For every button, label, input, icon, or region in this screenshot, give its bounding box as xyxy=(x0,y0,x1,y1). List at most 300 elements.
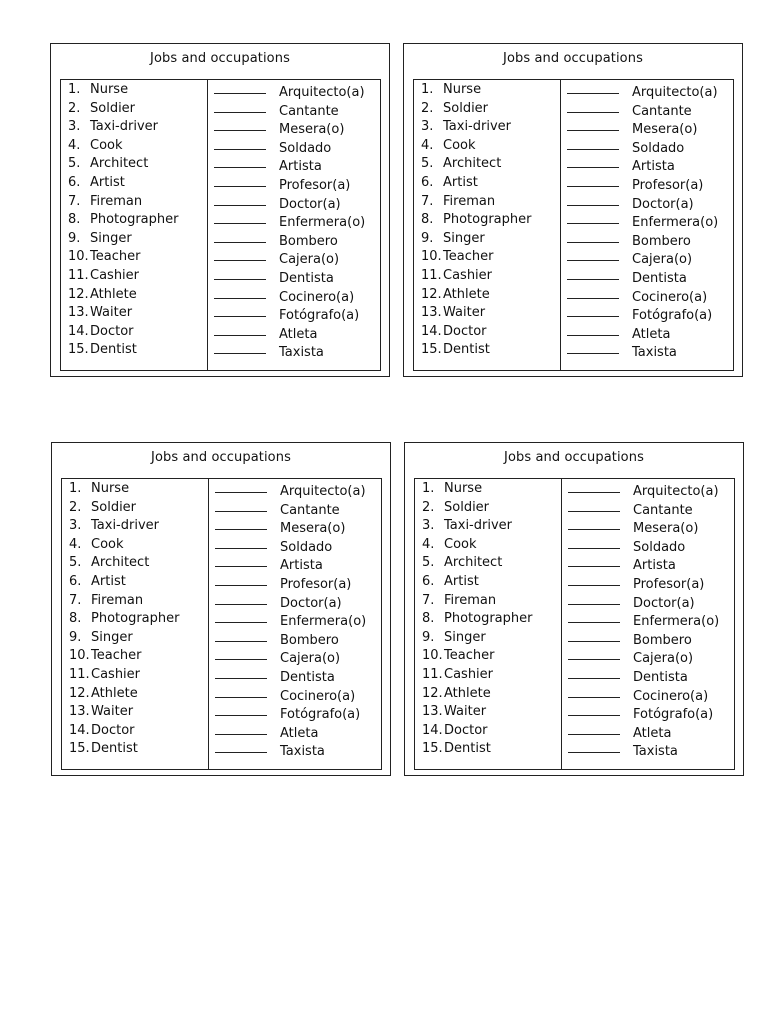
spanish-word: Cantante xyxy=(632,103,692,119)
spanish-word-list xyxy=(214,81,380,360)
answer-blank[interactable] xyxy=(215,722,267,735)
english-word-row xyxy=(68,81,206,100)
spanish-word: Enfermera(o) xyxy=(279,215,366,231)
answer-blank[interactable] xyxy=(568,647,620,660)
answer-blank[interactable] xyxy=(567,155,619,168)
spanish-word: Artista xyxy=(633,558,676,574)
english-word-row xyxy=(68,341,206,360)
english-word: Photographer xyxy=(444,611,533,627)
english-word: Photographer xyxy=(90,212,179,228)
item-number: 15. xyxy=(422,741,443,757)
spanish-word-row xyxy=(567,100,733,119)
answer-blank[interactable] xyxy=(215,480,267,493)
item-number: 5. xyxy=(421,156,434,172)
answer-blank[interactable] xyxy=(567,323,619,336)
english-word-row xyxy=(69,647,207,666)
english-word-row xyxy=(422,480,560,499)
item-number: 10. xyxy=(69,648,90,664)
answer-blank[interactable] xyxy=(567,248,619,261)
spanish-word: Profesor(a) xyxy=(280,576,352,592)
item-number: 9. xyxy=(421,230,434,246)
answer-blank[interactable] xyxy=(215,573,267,586)
english-word: Soldier xyxy=(90,100,136,116)
answer-blank[interactable] xyxy=(568,666,620,679)
spanish-word-row xyxy=(568,666,734,685)
spanish-word-row xyxy=(567,304,733,323)
answer-blank[interactable] xyxy=(568,629,620,642)
item-number: 5. xyxy=(68,156,81,172)
spanish-word: Enfermera(o) xyxy=(633,614,720,630)
spanish-word: Taxista xyxy=(633,744,678,760)
answer-blank[interactable] xyxy=(568,740,620,753)
item-number: 14. xyxy=(69,722,90,738)
spanish-word: Artista xyxy=(279,159,322,175)
spanish-word: Mesera(o) xyxy=(279,122,345,138)
spanish-word: Profesor(a) xyxy=(279,177,351,193)
english-word: Fireman xyxy=(444,592,497,608)
english-word-row xyxy=(421,100,559,119)
item-number: 6. xyxy=(422,573,435,589)
english-word: Cashier xyxy=(90,267,140,283)
english-word: Teacher xyxy=(90,249,141,265)
answer-blank[interactable] xyxy=(214,211,266,224)
item-number: 15. xyxy=(421,342,442,358)
spanish-word: Bombero xyxy=(279,233,338,249)
english-word-row xyxy=(422,647,560,666)
spanish-word: Atleta xyxy=(633,725,672,741)
spanish-word-row xyxy=(567,286,733,305)
english-word-row xyxy=(421,193,559,212)
answer-blank[interactable] xyxy=(215,592,267,605)
item-number: 4. xyxy=(68,137,81,153)
item-number: 15. xyxy=(68,342,89,358)
spanish-word-row xyxy=(568,536,734,555)
english-word: Dentist xyxy=(443,342,490,358)
english-word: Doctor xyxy=(90,323,134,339)
english-word: Taxi-driver xyxy=(443,119,511,135)
spanish-word-row xyxy=(567,81,733,100)
english-word-row xyxy=(68,248,206,267)
english-word: Waiter xyxy=(91,704,134,720)
english-word: Taxi-driver xyxy=(90,119,158,135)
spanish-word: Soldado xyxy=(280,539,333,555)
spanish-word-row xyxy=(214,193,380,212)
english-word-list xyxy=(422,480,560,759)
item-number: 12. xyxy=(69,685,90,701)
english-word-row xyxy=(421,230,559,249)
spanish-word-row xyxy=(568,685,734,704)
spanish-word: Profesor(a) xyxy=(632,177,704,193)
english-word: Cashier xyxy=(443,267,493,283)
item-number: 7. xyxy=(68,193,81,209)
english-word: Teacher xyxy=(444,648,495,664)
spanish-word-row xyxy=(214,118,380,137)
spanish-word: Soldado xyxy=(633,539,686,555)
answer-blank[interactable] xyxy=(567,193,619,206)
english-word: Soldier xyxy=(91,499,137,515)
answer-blank[interactable] xyxy=(567,211,619,224)
spanish-word-row xyxy=(214,137,380,156)
answer-blank[interactable] xyxy=(214,137,266,150)
answer-blank[interactable] xyxy=(568,536,620,549)
worksheet-card xyxy=(403,43,743,377)
spanish-word-row xyxy=(568,592,734,611)
worksheet-title: Jobs and occupations xyxy=(503,51,643,66)
spanish-word: Atleta xyxy=(632,326,671,342)
spanish-word-row xyxy=(567,211,733,230)
item-number: 4. xyxy=(421,137,434,153)
english-word-row xyxy=(68,211,206,230)
answer-blank[interactable] xyxy=(214,286,266,299)
spanish-word-row xyxy=(568,573,734,592)
item-number: 1. xyxy=(69,481,82,496)
spanish-word: Fotógrafo(a) xyxy=(279,308,360,324)
spanish-word-row xyxy=(214,230,380,249)
spanish-word: Taxista xyxy=(279,345,324,361)
english-word: Singer xyxy=(444,629,486,645)
english-word-row xyxy=(422,666,560,685)
answer-blank[interactable] xyxy=(214,304,266,317)
english-word-row xyxy=(68,267,206,286)
answer-blank[interactable] xyxy=(567,341,619,354)
spanish-word-row xyxy=(568,722,734,741)
answer-blank[interactable] xyxy=(567,286,619,299)
english-word: Soldier xyxy=(444,499,490,515)
english-word-row xyxy=(69,592,207,611)
column-divider xyxy=(208,479,209,769)
spanish-word-row xyxy=(568,480,734,499)
english-word-row xyxy=(68,286,206,305)
spanish-word: Dentista xyxy=(632,270,687,286)
english-word-row xyxy=(422,573,560,592)
english-word-row xyxy=(68,118,206,137)
english-word-row xyxy=(68,230,206,249)
spanish-word: Mesera(o) xyxy=(280,521,346,537)
answer-blank[interactable] xyxy=(568,480,620,493)
answer-blank[interactable] xyxy=(568,573,620,586)
english-word: Artist xyxy=(91,573,126,589)
english-word: Cook xyxy=(91,536,124,552)
item-number: 11. xyxy=(422,666,443,682)
spanish-word-row xyxy=(567,267,733,286)
english-word-row xyxy=(69,610,207,629)
item-number: 12. xyxy=(421,286,442,302)
item-number: 6. xyxy=(421,174,434,190)
english-word: Cook xyxy=(443,137,476,153)
spanish-word-row xyxy=(568,554,734,573)
answer-blank[interactable] xyxy=(568,610,620,623)
english-word: Dentist xyxy=(91,741,138,757)
spanish-word-row xyxy=(568,703,734,722)
spanish-word-list xyxy=(215,480,381,759)
spanish-word-row xyxy=(215,536,381,555)
answer-blank[interactable] xyxy=(215,666,267,679)
spanish-word: Cajera(o) xyxy=(279,252,340,268)
answer-blank[interactable] xyxy=(215,685,267,698)
item-number: 7. xyxy=(422,592,435,608)
english-word: Doctor xyxy=(91,722,135,738)
spanish-word-row xyxy=(215,647,381,666)
english-word-row xyxy=(422,592,560,611)
english-word-row xyxy=(68,174,206,193)
answer-blank[interactable] xyxy=(568,499,620,512)
item-number: 13. xyxy=(421,305,442,321)
english-word: Nurse xyxy=(90,82,129,97)
english-word: Doctor xyxy=(443,323,487,339)
english-word-row xyxy=(69,554,207,573)
answer-blank[interactable] xyxy=(214,174,266,187)
spanish-word: Doctor(a) xyxy=(633,595,695,611)
spanish-word-row xyxy=(568,629,734,648)
item-number: 2. xyxy=(68,100,81,116)
answer-blank[interactable] xyxy=(567,100,619,113)
english-word-row xyxy=(69,536,207,555)
worksheet-title: Jobs and occupations xyxy=(504,450,644,465)
answer-blank[interactable] xyxy=(567,267,619,280)
english-word-row xyxy=(68,304,206,323)
spanish-word-row xyxy=(567,341,733,360)
english-word-row xyxy=(421,118,559,137)
english-word: Dentist xyxy=(90,342,137,358)
spanish-word-row xyxy=(214,211,380,230)
english-word-row xyxy=(421,267,559,286)
spanish-word: Bombero xyxy=(632,233,691,249)
english-word-row xyxy=(421,137,559,156)
item-number: 6. xyxy=(69,573,82,589)
english-word-row xyxy=(68,155,206,174)
answer-blank[interactable] xyxy=(568,685,620,698)
spanish-word-row xyxy=(568,517,734,536)
spanish-word-row xyxy=(214,155,380,174)
answer-blank[interactable] xyxy=(568,517,620,530)
spanish-word: Soldado xyxy=(279,140,332,156)
answer-blank[interactable] xyxy=(214,118,266,131)
spanish-word-row xyxy=(215,685,381,704)
spanish-word: Arquitecto(a) xyxy=(632,85,718,100)
spanish-word: Enfermera(o) xyxy=(632,215,719,231)
spanish-word-row xyxy=(214,341,380,360)
answer-blank[interactable] xyxy=(214,155,266,168)
english-word-row xyxy=(69,499,207,518)
item-number: 10. xyxy=(422,648,443,664)
spanish-word: Doctor(a) xyxy=(279,196,341,212)
spanish-word: Fotógrafo(a) xyxy=(632,308,713,324)
english-word-row xyxy=(421,248,559,267)
english-word: Cook xyxy=(90,137,123,153)
item-number: 8. xyxy=(68,212,81,228)
answer-blank[interactable] xyxy=(214,341,266,354)
item-number: 8. xyxy=(422,611,435,627)
item-number: 1. xyxy=(422,481,435,496)
spanish-word: Atleta xyxy=(279,326,318,342)
english-word: Architect xyxy=(90,156,149,172)
answer-blank[interactable] xyxy=(214,100,266,113)
spanish-word: Atleta xyxy=(280,725,319,741)
item-number: 10. xyxy=(68,249,89,265)
spanish-word-row xyxy=(214,81,380,100)
answer-blank[interactable] xyxy=(214,81,266,94)
spanish-word: Cocinero(a) xyxy=(280,688,356,704)
item-number: 4. xyxy=(69,536,82,552)
item-number: 3. xyxy=(69,518,82,534)
english-word-row xyxy=(69,722,207,741)
english-word-row xyxy=(422,536,560,555)
item-number: 13. xyxy=(422,704,443,720)
english-word: Fireman xyxy=(443,193,496,209)
item-number: 5. xyxy=(422,555,435,571)
english-word-row xyxy=(421,341,559,360)
answer-blank[interactable] xyxy=(215,536,267,549)
english-word: Waiter xyxy=(444,704,487,720)
spanish-word-row xyxy=(215,592,381,611)
item-number: 12. xyxy=(422,685,443,701)
english-word: Singer xyxy=(443,230,485,246)
answer-blank[interactable] xyxy=(568,554,620,567)
english-word-list xyxy=(421,81,559,360)
item-number: 9. xyxy=(422,629,435,645)
spanish-word: Fotógrafo(a) xyxy=(633,707,714,723)
answer-blank[interactable] xyxy=(568,703,620,716)
english-word: Taxi-driver xyxy=(91,518,159,534)
spanish-word-row xyxy=(215,554,381,573)
spanish-word-row xyxy=(215,573,381,592)
spanish-word: Arquitecto(a) xyxy=(280,484,366,499)
item-number: 7. xyxy=(69,592,82,608)
spanish-word: Dentista xyxy=(279,270,334,286)
answer-blank[interactable] xyxy=(215,647,267,660)
spanish-word-row xyxy=(215,703,381,722)
english-word-list xyxy=(69,480,207,759)
answer-blank[interactable] xyxy=(567,230,619,243)
english-word: Dentist xyxy=(444,741,491,757)
spanish-word: Artista xyxy=(280,558,323,574)
item-number: 12. xyxy=(68,286,89,302)
spanish-word-row xyxy=(215,480,381,499)
answer-blank[interactable] xyxy=(567,174,619,187)
english-word: Fireman xyxy=(91,592,144,608)
answer-blank[interactable] xyxy=(215,740,267,753)
english-word: Cashier xyxy=(91,666,141,682)
answer-blank[interactable] xyxy=(215,610,267,623)
item-number: 14. xyxy=(421,323,442,339)
answer-blank[interactable] xyxy=(567,81,619,94)
spanish-word-list xyxy=(567,81,733,360)
english-word-row xyxy=(68,323,206,342)
spanish-word: Doctor(a) xyxy=(632,196,694,212)
spanish-word: Cajera(o) xyxy=(633,651,694,667)
spanish-word-row xyxy=(214,174,380,193)
spanish-word-row xyxy=(214,248,380,267)
worksheet-title: Jobs and occupations xyxy=(151,450,291,465)
english-word: Teacher xyxy=(91,648,142,664)
item-number: 2. xyxy=(421,100,434,116)
english-word: Singer xyxy=(90,230,132,246)
answer-blank[interactable] xyxy=(568,722,620,735)
english-word: Architect xyxy=(91,555,150,571)
item-number: 9. xyxy=(68,230,81,246)
spanish-word: Taxista xyxy=(632,345,677,361)
spanish-word-row xyxy=(568,499,734,518)
spanish-word-row xyxy=(215,499,381,518)
english-word-row xyxy=(422,499,560,518)
english-word: Artist xyxy=(443,174,478,190)
english-word-row xyxy=(69,740,207,759)
answer-blank[interactable] xyxy=(215,554,267,567)
english-word-list xyxy=(68,81,206,360)
english-word-row xyxy=(69,703,207,722)
answer-blank[interactable] xyxy=(215,703,267,716)
spanish-word: Mesera(o) xyxy=(632,122,698,138)
english-word-row xyxy=(422,517,560,536)
english-word-row xyxy=(421,304,559,323)
spanish-word-row xyxy=(568,740,734,759)
item-number: 14. xyxy=(422,722,443,738)
spanish-word-list xyxy=(568,480,734,759)
english-word-row xyxy=(422,685,560,704)
item-number: 7. xyxy=(421,193,434,209)
item-number: 1. xyxy=(421,82,434,97)
spanish-word: Cocinero(a) xyxy=(279,289,355,305)
answer-blank[interactable] xyxy=(568,592,620,605)
answer-blank[interactable] xyxy=(214,230,266,243)
english-word: Singer xyxy=(91,629,133,645)
answer-blank[interactable] xyxy=(215,499,267,512)
spanish-word: Taxista xyxy=(280,744,325,760)
answer-blank[interactable] xyxy=(214,193,266,206)
spanish-word-row xyxy=(215,517,381,536)
spanish-word: Enfermera(o) xyxy=(280,614,367,630)
answer-blank[interactable] xyxy=(214,323,266,336)
spanish-word: Cocinero(a) xyxy=(633,688,709,704)
english-word-row xyxy=(69,685,207,704)
answer-blank[interactable] xyxy=(567,137,619,150)
english-word: Taxi-driver xyxy=(444,518,512,534)
answer-blank[interactable] xyxy=(214,267,266,280)
spanish-word-row xyxy=(214,304,380,323)
spanish-word-row xyxy=(215,610,381,629)
spanish-word: Bombero xyxy=(633,632,692,648)
spanish-word: Cocinero(a) xyxy=(632,289,708,305)
english-word-row xyxy=(68,100,206,119)
english-word: Athlete xyxy=(443,286,490,302)
item-number: 5. xyxy=(69,555,82,571)
answer-blank[interactable] xyxy=(215,629,267,642)
english-word-row xyxy=(422,610,560,629)
spanish-word: Dentista xyxy=(280,669,335,685)
answer-blank[interactable] xyxy=(215,517,267,530)
english-word: Cook xyxy=(444,536,477,552)
item-number: 9. xyxy=(69,629,82,645)
item-number: 4. xyxy=(422,536,435,552)
column-divider xyxy=(561,479,562,769)
english-word-row xyxy=(69,629,207,648)
item-number: 8. xyxy=(69,611,82,627)
english-word-row xyxy=(68,193,206,212)
item-number: 13. xyxy=(68,305,89,321)
answer-blank[interactable] xyxy=(567,304,619,317)
spanish-word-row xyxy=(567,137,733,156)
english-word-row xyxy=(421,211,559,230)
english-word-row xyxy=(69,573,207,592)
english-word: Photographer xyxy=(443,212,532,228)
answer-blank[interactable] xyxy=(567,118,619,131)
worksheet-title: Jobs and occupations xyxy=(150,51,290,66)
english-word-row xyxy=(422,722,560,741)
english-word: Nurse xyxy=(443,82,482,97)
item-number: 8. xyxy=(421,212,434,228)
answer-blank[interactable] xyxy=(214,248,266,261)
english-word: Waiter xyxy=(443,305,486,321)
